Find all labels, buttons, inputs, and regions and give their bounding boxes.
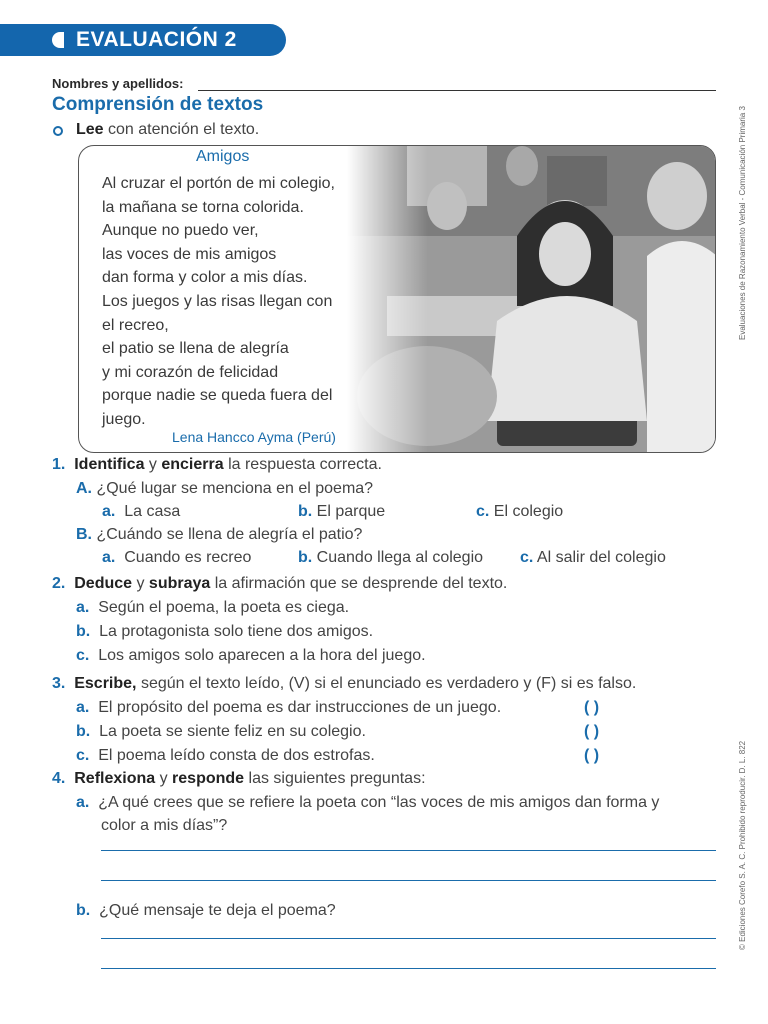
statement-2c[interactable]: c. Los amigos solo aparecen a la hora del juego. bbox=[76, 647, 426, 664]
poem-line: porque nadie se queda fuera del bbox=[102, 387, 333, 405]
statement-3b: b. La poeta se siente feliz en su colegio. bbox=[76, 723, 366, 740]
bullet-icon bbox=[53, 126, 63, 136]
poem-author: Lena Hancco Ayma (Perú) bbox=[172, 429, 336, 445]
statement-2b[interactable]: b. La protagonista solo tiene dos amigos. bbox=[76, 623, 374, 640]
statement-3c: c. El poema leído consta de dos estrofas. bbox=[76, 747, 375, 764]
option-1a-a[interactable]: a. La casa bbox=[102, 503, 181, 520]
question-1a: A. ¿Qué lugar se menciona en el poema? bbox=[76, 480, 374, 497]
poem-line: juego. bbox=[102, 410, 146, 428]
poem-text bbox=[102, 172, 342, 432]
side-series-text: Evaluaciones de Razonamiento Verbal - Comunicación Primaria 3 bbox=[738, 106, 747, 340]
option-1b-b[interactable]: b. Cuando llega al colegio bbox=[298, 549, 484, 566]
poem-line: dan forma y color a mis días. bbox=[102, 269, 308, 287]
question-4a: a. ¿A qué crees que se refiere la poeta con “las voces de mis amigos dan forma y bbox=[76, 794, 660, 811]
option-1b-a[interactable]: a. Cuando es recreo bbox=[102, 549, 252, 566]
answer-box-3c[interactable]: ( ) bbox=[584, 747, 600, 764]
side-copyright-text: © Ediciones Corefo S. A. C. Prohibido reproducir. D. L. 822 bbox=[738, 740, 747, 950]
poem-line: Al cruzar el portón de mi colegio, bbox=[102, 175, 335, 192]
names-input-line[interactable] bbox=[198, 90, 716, 91]
answer-box-3a[interactable]: ( ) bbox=[584, 699, 600, 716]
poem-line: y mi corazón de felicidad bbox=[102, 363, 279, 381]
section-title: Comprensión de textos bbox=[52, 94, 264, 115]
statement-3a: a. El propósito del poema es dar instrucciones de un juego. bbox=[76, 699, 502, 716]
question-4b: b. ¿Qué mensaje te deja el poema? bbox=[76, 902, 336, 919]
poem-line: el patio se llena de alegría bbox=[102, 340, 289, 358]
poem-line: Los juegos y las risas llegan con bbox=[102, 292, 333, 310]
evaluation-title: EVALUACIÓN 2 bbox=[76, 28, 237, 51]
answer-line-4b-2[interactable] bbox=[101, 968, 716, 969]
half-circle-icon bbox=[52, 32, 64, 48]
answer-box-3b[interactable]: ( ) bbox=[584, 723, 600, 740]
poem-line: la mañana se torna colorida. bbox=[102, 198, 304, 216]
option-1b-c[interactable]: c. Al salir del colegio bbox=[520, 549, 666, 566]
question-4a-cont: color a mis días”? bbox=[101, 817, 228, 834]
option-1a-b[interactable]: b. El parque bbox=[298, 503, 386, 520]
poem-line: Aunque no puedo ver, bbox=[102, 222, 259, 240]
question-3: 3. Escribe, según el texto leído, (V) si el enunciado es verdadero y (F) si es falso. bbox=[52, 675, 637, 692]
question-4: 4. Reflexiona y responde las siguientes preguntas: bbox=[52, 770, 426, 787]
question-1b: B. ¿Cuándo se llena de alegría el patio? bbox=[76, 526, 363, 543]
classroom-photo bbox=[347, 146, 715, 452]
answer-line-4b-1[interactable] bbox=[101, 938, 716, 939]
question-1: 1. Identifica y encierra la respuesta correcta. bbox=[52, 456, 382, 473]
read-instruction: Lee con atención el texto. bbox=[76, 121, 260, 138]
statement-2a[interactable]: a. Según el poema, la poeta es ciega. bbox=[76, 599, 350, 616]
poem-title: Amigos bbox=[196, 148, 250, 165]
option-1a-c[interactable]: c. El colegio bbox=[476, 503, 564, 520]
answer-line-4a-2[interactable] bbox=[101, 880, 716, 881]
question-2: 2. Deduce y subraya la afirmación que se desprende del texto. bbox=[52, 575, 508, 592]
poem-line: el recreo, bbox=[102, 316, 169, 334]
names-label: Nombres y apellidos: bbox=[52, 76, 184, 91]
poem-line: las voces de mis amigos bbox=[102, 245, 277, 263]
answer-line-4a-1[interactable] bbox=[101, 850, 716, 851]
